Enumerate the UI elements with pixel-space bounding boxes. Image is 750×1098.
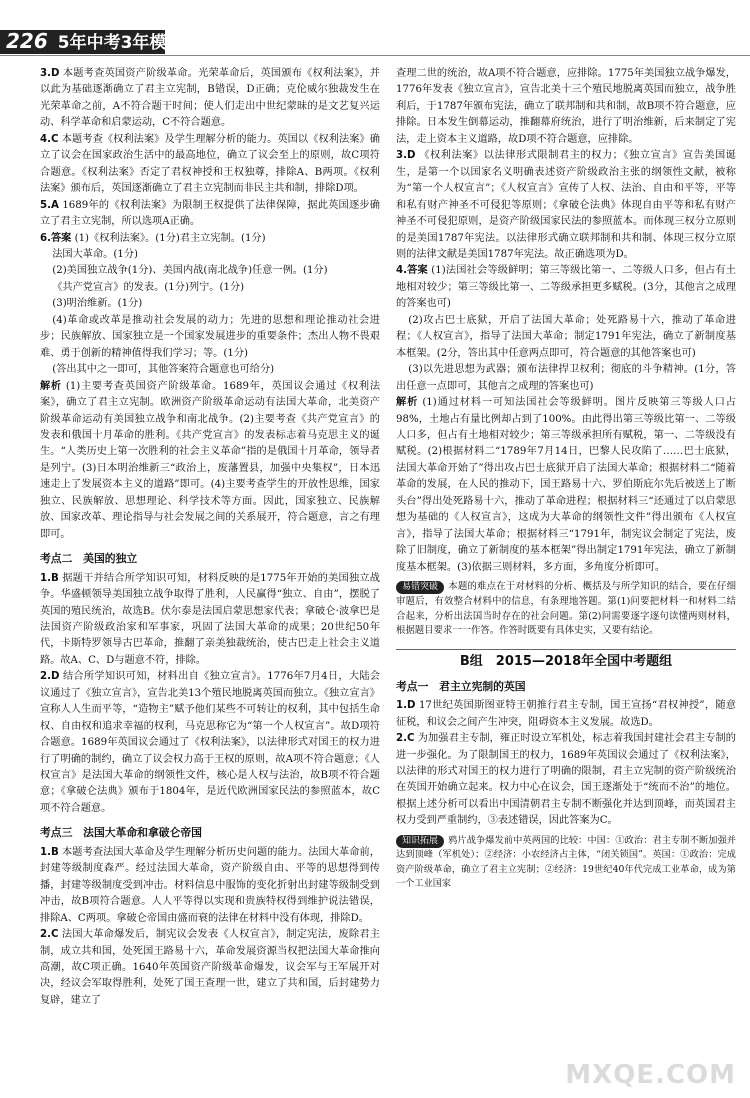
paragraph-text: (2)攻占巴士底狱，开启了法国大革命；处死路易十六，推动了革命进程；《人权宣言》，指导了法国大革命；制定1791年宪法，确立了新制度基本框架。(2分，答出其中任意两点即可，符合题意的其他答案也可)	[396, 314, 736, 359]
answer-paragraph	[40, 313, 380, 362]
book-title: 5年中考3年模拟 中考历史	[57, 33, 258, 53]
question-label: 2.C	[40, 929, 59, 941]
paragraph-text: (2)美国独立战争(1分)、美国内战(南北战争)任意一例。(1分)	[52, 265, 328, 277]
paragraph-text: 《共产党宣言》的发表。(1分)列宁。(1分)	[52, 281, 245, 293]
answer-paragraph	[40, 379, 380, 544]
answer-paragraph	[40, 280, 380, 296]
paragraph-text: 查理二世的统治，故A项不符合题意，应排除。1775年美国独立战争爆发，1776年发表《独立宣言》，宣告北美十三个殖民地脱离英国而独立，战争胜利后，于1787年颁布宪法，确立了联邦制和共和制，故B项不符合题意，应排除。日本发生倒幕运动，推翻幕府统治，进行了明治维新，后来制定了宪法，走上资本主义道路，故D项不符合题意，应排除。	[396, 68, 736, 145]
paragraph-text: 本题考查《权利法案》及学生理解分析的能力。英国以《权利法案》确立了议会在国家政治生活中的最高地位，确立了议会至上的原则，故C项符合题意。《权利法案》否定了君权神授和王权独尊，排除A、B两项。《权利法案》颁布后，英国逐渐确立了君主立宪制而非民主共和制，排除D项。	[40, 133, 380, 195]
question-label: 解析	[396, 397, 419, 409]
section-heading: 考点一 君主立宪制的英国	[396, 679, 526, 693]
paragraph-text: 为加强君主专制，雍正时设立军机处，标志着我国封建社会君主专制的进一步强化。为了限制国王的权力，1689年英国议会通过了《权利法案》，以法律的形式对国王的权力进行了明确的限制，君主立宪制的资产阶级统治在英国开始确立起来。权力中心在议会，国王逐渐处于“统而不治”的地位。根据上述分析可以看出中国清朝君主专制不断强化并达到顶峰，而英国君主权力受到严重制约，③表述错误，因此答案为C。	[396, 733, 736, 827]
question-label: 6.答案	[40, 232, 72, 244]
answer-paragraph	[40, 132, 380, 198]
paragraph-text: 1689年的《权利法案》为限制王权提供了法律保障，据此英国逐步确立了君主立宪制，所以选项A正确。	[40, 199, 380, 228]
answer-paragraph	[40, 198, 380, 231]
section-heading: 考点二 美国的独立	[40, 552, 138, 566]
answer-paragraph	[40, 231, 380, 247]
answer-paragraph	[40, 571, 380, 670]
answer-paragraph	[396, 313, 736, 362]
header-rule	[0, 55, 750, 56]
paragraph-text: 《权利法案》以法律形式限制君主的权力；《独立宣言》宣告美国诞生，是第一个以国家名义明确表述资产阶级政治主张的纲领性文献，被称为“第一个人权宣言”；《人权宣言》宣传了人权、法治、自由和平等，平等和私有财产神圣不可侵犯等原则；《拿破仑法典》体现自由平等和私有财产神圣不可侵犯原则，是资产阶级国家民法的参照蓝本。而体现三权分立原则的是美国1787年宪法。以法律形式确立联邦制和共和制、体现三权分立原则的法律文献是美国1787年宪法。故正确选项为D。	[396, 150, 736, 260]
paragraph-text: (1)法国社会等级鲜明；第三等级比第一、二等级人口多，但占有土地相对较少；第三等级比第一、二等级承担更多赋税。(3分，其他言之成理的答案也可)	[396, 265, 736, 310]
answer-paragraph	[40, 247, 380, 263]
answer-paragraph	[40, 362, 380, 378]
paragraph-text: (1)主要考查英国资产阶级革命。1689年，英国议会通过《权利法案》，确立了君主立宪制。欧洲资产阶级革命运动有法国大革命，北美资产阶级革命运动有美国独立战争和南北战争。(2)主要考查《共产党宣言》的发表和俄国十月革命的胜利。《共产党宣言》的发表标志着马克思主义的诞生。“人类历史上第一次胜利的社会主义革命”指的是俄国十月革命，领导者是列宁。(3)日本明治维新三“政治上，废藩置县，加强中央集权”，日本迅速走上了发展资本主义的道路”即可。(4)主要考查学生的开放性思维，国家独立、民族解放、思想理论、科学技术等方面。因此，国家独立、民族解放、国家改革、理论指导与社会发展之间的关系展开，符合题意，言之有理即可。	[40, 380, 381, 540]
paragraph-text: 结合所学知识可知，材料出自《独立宣言》。1776年7月4日，大陆会议通过了《独立宣言》，宣告北美13个殖民地脱离英国而独立。《独立宣言》宣称人人生而平等，“造物主”赋予他们某些不可转让的权利，其中包括生命权、自由权和追求幸福的权利，马克思称它为“第一个人权宣言”。故D项符合题意。1689年英国议会通过了《权利法案》，以法律形式对国王的权力进行了明确的制约，确立了议会权力高于王权的原则，故A项不符合题意；《人权宣言》是法国大革命的纲领性文件，核心是人权与法治，故B项不符合题意；《拿破仑法典》颁布于1804年，是近代欧洲国家民法的参照蓝本，故C项不符合题意。	[40, 671, 380, 814]
watermark: MXQE.COM	[565, 1060, 736, 1090]
answer-paragraph	[40, 927, 380, 1009]
question-label: 3.D	[396, 150, 416, 162]
question-label: 1.B	[40, 572, 59, 584]
page-header	[0, 0, 750, 53]
answer-paragraph	[396, 395, 736, 576]
answer-paragraph	[396, 66, 736, 148]
left-column	[40, 66, 380, 1009]
question-label: 1.D	[396, 700, 416, 712]
paragraph-text: 本题考查法国大革命及学生理解分析历史问题的能力。法国大革命前，封建等级制度森严。经过法国大革命，资产阶级自由、平等的思想得到传播，封建等级制度受到冲击。材料信息中服饰的变化折射出封建等级制受到冲击，故B项符合题意。人人平等得以实现和贵族特权得到维护说法错误，排除A、C两项。拿破仑帝国由盛而衰的法律在材料中没有体现，排除D。	[40, 846, 380, 924]
note-paragraph	[396, 580, 736, 639]
paragraph-text: 17世纪英国斯图亚特王朝推行君主专制，国王宣扬“君权神授”，随意征税，和议会之间产生冲突，阻碍资本主义发展。故选D。	[396, 700, 736, 728]
answer-paragraph	[40, 845, 380, 927]
question-label: 5.A	[40, 199, 59, 211]
paragraph-text: (1)《权利法案》。(1分)君主立宪制。(1分)	[74, 232, 266, 244]
question-label: 4.C	[40, 133, 59, 145]
paragraph-text: 本题的难点在于对材料的分析、概括及与所学知识的结合，要在仔细审题后，有效整合材料中的信息，有条理地答题。第(1)问要把材料一和材料二结合起来，分析出法国当时存在的社会问题。第(2)问需要逐字逐句读懂两则材料，根据题目要求一一作答。作答时既要有具体史实，又要有结论。	[396, 581, 736, 637]
page-number: 226	[6, 29, 48, 53]
paragraph-text: 法国大革命。(1分)	[52, 248, 138, 260]
answer-paragraph	[40, 669, 380, 817]
paragraph-text: (1)通过材料一可知法国社会等级鲜明。图片反映第三等级人口占98%，土地占有量比例却占到了100%。由此得出第三等级比第一、二等级人口多，但占有土地相对较少；第三等级承担所有赋税，第一、二等级没有赋税。(2)根据材料二“1789年7月14日，巴黎人民攻陷了……巴士底狱，法国大革命开始了”得出攻占巴士底狱开启了法国大革命；根据材料二“随着革命的发展，在人民的推动下，国王路易十六、罗伯斯庇尔先后被送上了断头台”得出处死路易十六，推动了革命进程；根据材料三“还通过了以启蒙思想为基础的《人权宣言》，这成为大革命的纲领性文件”得出颁布《人权宣言》，指导了法国大革命；根据材料三“1791年，制宪议会制定了宪法，废除了旧制度，确立了新制度的基本框架”得出制定1791年宪法，确立了新制度基本框架。(3)依据三则材料，多方面，多角度分析即可。	[396, 397, 736, 573]
question-label: 解析	[40, 380, 62, 392]
question-label: 2.D	[40, 671, 60, 683]
note-paragraph	[396, 834, 736, 892]
paragraph-text: (答出其中之一即可，其他答案符合题意也可给分)	[52, 364, 275, 376]
question-label: 2.C	[396, 733, 415, 745]
question-label: 1.B	[40, 846, 59, 858]
paragraph-text: 本题考查英国资产阶级革命。光荣革命后，英国颁布《权利法案》，并以此为基础逐渐确立了君主立宪制，B错误，D正确；克伦威尔独裁发生在光荣革命之前，A不符合题干时间；使人们走出中世纪蒙昧的是文艺复兴运动、科学革命和启蒙运动，C不符合题意。	[40, 68, 380, 129]
answer-paragraph	[396, 698, 736, 731]
answer-paragraph	[396, 263, 736, 312]
paragraph-text: (4)革命或改革是推动社会发展的动力；先进的思想和理论推动社会进步；民族解放、国家独立是一个国家发展进步的重要条件；杰出人物不畏艰难、勇于创新的精神值得我们学习；等。(1分)	[40, 314, 380, 359]
paragraph-text: (3)明治维新。(1分)	[52, 298, 143, 310]
group-heading: B组 2015—2018年全国中考题组	[396, 649, 736, 670]
answer-paragraph	[40, 66, 380, 132]
note-tag: 知识拓展	[396, 835, 444, 848]
answer-paragraph	[40, 263, 380, 279]
paragraph-text: 鸦片战争爆发前中英两国的比较：中国：①政治：君主专制不断加强并达到顶峰（军机处）；②经济：小农经济占主体，“闭关锁国”。英国：①政治：完成资产阶级革命，确立了君主立宪制；②经济：19世纪40年代完成工业革命，成为第一个工业国家	[396, 834, 736, 890]
paragraph-text: 据题干并结合所学知识可知，材料反映的是1775年开始的美国独立战争。华盛顿领导美国独立战争取得了胜利，人民赢得“独立、自由”，摆脱了英国的殖民统治，故选B。伏尔泰是法国启蒙思想家代表；拿破仑·波拿巴是法国资产阶级政治家和军事家，巩固了法国大革命的成果；20世纪50年代，卡斯特罗领导古巴革命，推翻了亲美独裁统治，使古巴走上社会主义道路。故A、C、D与题意不符，排除。	[40, 572, 380, 666]
paragraph-text: 法国大革命爆发后，制宪议会发表《人权宣言》，制定宪法，废除君主制，成立共和国，处死国王路易十六，革命发展资源当权把法国大革命推向高潮，故C项正确。1640年英国资产阶级革命爆发，议会军与王军展开对决，经议会军取得胜利，处死了国王查理一世，建立了共和国，后封建势力复辟，建立了	[40, 929, 380, 1006]
answer-paragraph	[396, 731, 736, 830]
header-text	[6, 28, 257, 53]
question-label: 4.答案	[396, 265, 428, 277]
question-label: 3.D	[40, 68, 60, 79]
answer-paragraph	[40, 296, 380, 312]
answer-paragraph	[396, 362, 736, 395]
answer-paragraph	[396, 148, 736, 263]
note-tag: 易错突破	[396, 581, 444, 594]
right-column	[396, 66, 736, 892]
section-heading: 考点三 法国大革命和拿破仑帝国	[40, 826, 202, 840]
paragraph-text: (3)以先进思想为武器；颁布法律捍卫权利；彻底的斗争精神。(1分，答出任意一点即可，其他言之成理的答案也可)	[396, 364, 736, 392]
